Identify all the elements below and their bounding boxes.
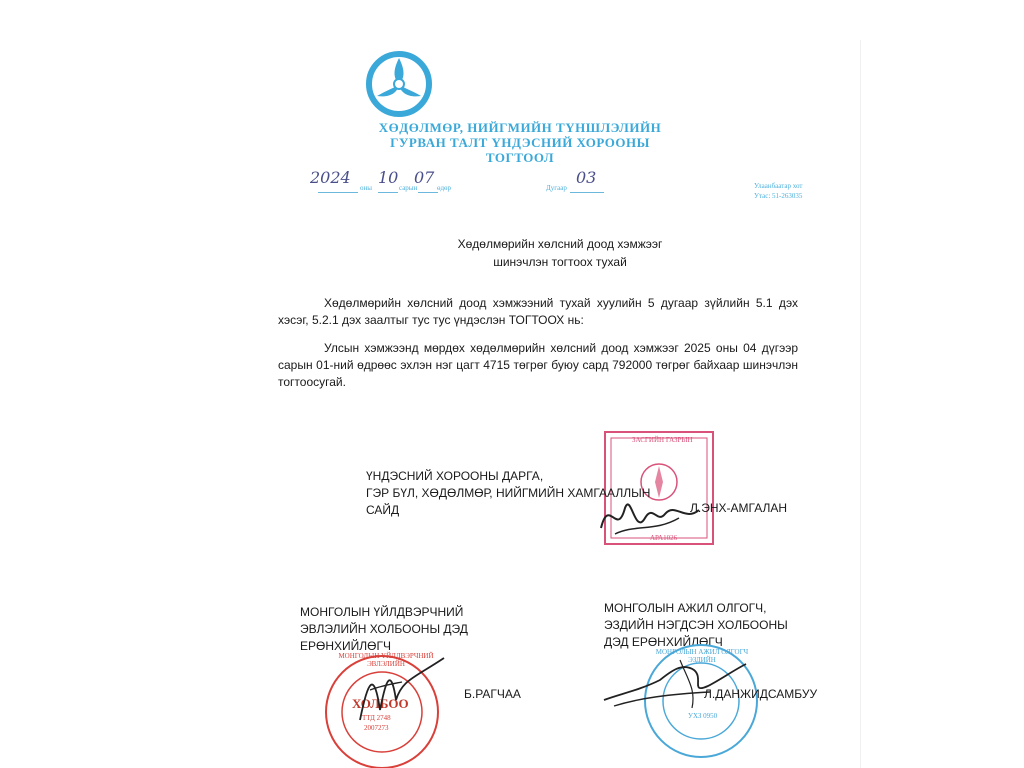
employers-title-line-3: ДЭД ЕРӨНХИЙЛӨГЧ <box>604 635 723 649</box>
committee-logo-icon <box>365 50 433 118</box>
subject-line-2: шинэчлэн тогтоох тухай <box>493 255 627 269</box>
chair-title-line-2: ГЭР БҮЛ, ХӨДӨЛМӨР, НИЙГМИЙН ХАМГААЛЛЫН <box>366 486 651 500</box>
union-seal-reg: ТТД 2748 <box>362 714 391 722</box>
place-label: Улаанбаатар хот <box>754 182 803 190</box>
union-signature-icon <box>340 650 450 740</box>
employers-title-line-1: МОНГОЛЫН АЖИЛ ОЛГОГЧ, <box>604 601 767 615</box>
stamp-bottom-text: АРА1026 <box>650 534 678 542</box>
header-line-2: ГУРВАН ТАЛТ ҮНДЭСНИЙ ХОРООНЫ <box>390 135 650 150</box>
employers-seal-reg: УХЗ 0950 <box>688 712 718 720</box>
header-line-3: ТОГТООЛ <box>485 150 555 165</box>
chair-title-line-3: САЙД <box>366 503 400 517</box>
employers-title-line-2: ЭЗДИЙН НЭГДСЭН ХОЛБООНЫ <box>604 618 788 632</box>
employers-name: Л.ДАНЖИДСАМБУУ <box>704 687 818 701</box>
body-paragraph-1: Хөдөлмөрийн хөлсний доод хэмжээний тухай хуулийн 5 дугаар зүйлийн 5.1 дэх хэсэг, 5.2.1 дэх заалтыг тус тус үндэслэн ТОГТООХ нь: <box>278 296 798 327</box>
chair-title-line-1: ҮНДЭСНИЙ ХОРООНЫ ДАРГА, <box>366 469 544 483</box>
phone-label: Утас: 51-263035 <box>754 192 803 200</box>
body-paragraph-2: Улсын хэмжээнд мөрдөх хөдөлмөрийн хөлсний доод хэмжээг 2025 оны 04 дүгээр сарын 01-ний өдрөөс эхлэн нэг цагт 4715 төгрөг буюу сард 792000 төгрөг байхаар шинэчлэн тогтоосугай. <box>278 341 798 389</box>
label-number: Дугаар <box>546 184 567 192</box>
union-name: Б.РАГЧАА <box>464 687 521 701</box>
stamp-top-text: ЗАСГИЙН ГАЗРЫН <box>632 436 693 444</box>
year-line <box>318 192 358 193</box>
employers-seal-ring: МОНГОЛЫН АЖИЛ ОЛГОГЧ ЭЗДИЙН <box>655 648 749 664</box>
union-title-line-3: ЕРӨНХИЙЛӨГЧ <box>300 639 391 653</box>
month-line <box>378 192 398 193</box>
chair-signature-icon <box>595 488 705 544</box>
label-month: сарын <box>399 184 418 192</box>
employers-signature-icon <box>600 650 750 714</box>
chair-name: Л.ЭНХ-АМГАЛАН <box>690 501 788 515</box>
number-line <box>570 192 604 193</box>
union-seal-center: ХОЛБОО <box>352 696 409 711</box>
subject-heading <box>440 235 680 271</box>
date-year: 2024 <box>310 168 351 187</box>
header-line-1: ХӨДӨЛМӨР, НИЙГМИЙН ТҮНШЛЭЛИЙН <box>378 120 662 135</box>
date-day: 07 <box>414 168 435 187</box>
union-seal-reg2: 2007273 <box>364 724 389 732</box>
date-month: 10 <box>378 168 399 187</box>
day-line <box>418 192 438 193</box>
subject-line-1: Хөдөлмөрийн хөлсний доод хэмжээг <box>457 237 663 251</box>
label-day: өдөр <box>437 184 452 192</box>
union-title-line-2: ЭВЛЭЛИЙН ХОЛБООНЫ ДЭД <box>300 622 468 636</box>
document-header-title <box>300 120 740 165</box>
union-seal-ring: МОНГОЛЫН ҮЙЛДВЭРЧНИЙ ЭВЛЭЛИЙН <box>338 652 434 668</box>
document-number: 03 <box>576 168 597 187</box>
label-year: оны <box>360 184 372 192</box>
union-title-line-1: МОНГОЛЫН ҮЙЛДВЭРЧНИЙ <box>300 605 464 619</box>
